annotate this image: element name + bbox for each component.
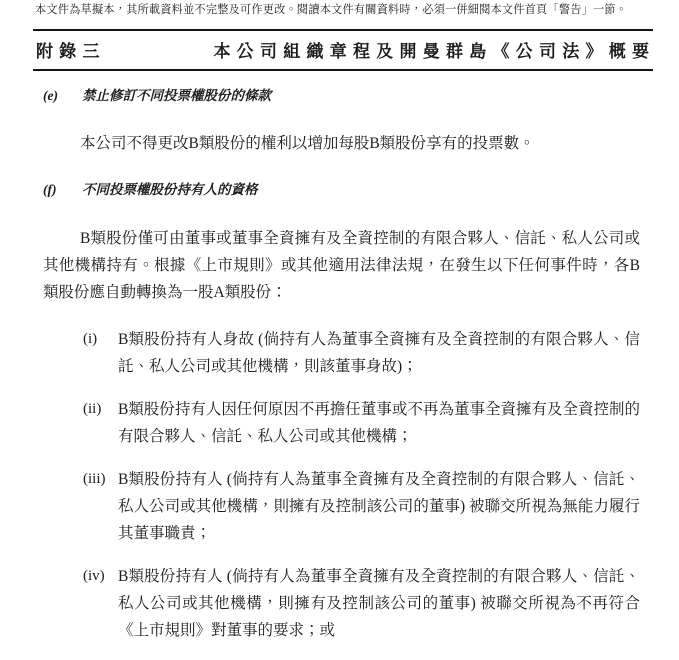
section-f-marker: (f) (43, 182, 57, 197)
list-item-text: B類股份持有人 (倘持有人為董事全資擁有及全資控制的有限合夥人、信託、私人公司或其他機構，則擁有及控制該公司的董事) 被聯交所視為無能力履行其董事職責； (118, 471, 640, 542)
section-e-heading (43, 87, 640, 104)
section-f-heading-text: 不同投票權股份持有人的資格 (82, 182, 258, 197)
section-e-paragraph: 本公司不得更改B類股份的權利以增加每股B類股份享有的投票數。 (80, 135, 535, 152)
page-title: 本 公 司 組 織 章 程 及 開 曼 群 島 《 公 司 法 》 概 要 (213, 42, 650, 61)
list-item-marker: (ii) (83, 401, 102, 417)
list-item-marker: (iii) (83, 471, 106, 487)
list-item-text: B類股份持有人身故 (倘持有人為董事全資擁有及全資控制的有限合夥人、信託、私人公司或其他機構，則該董事身故)； (118, 331, 640, 375)
section-e-heading-text: 禁止修訂不同投票權股份的條款 (82, 88, 271, 103)
list-item-text: B類股份持有人因任何原因不再擔任董事或不再為董事全資擁有及全資控制的有限合夥人、信託、私人公司或其他機構； (118, 401, 640, 445)
document-body (43, 87, 640, 660)
appendix-label: 附 錄 三 (36, 42, 101, 61)
list-item (83, 563, 640, 644)
list-item (83, 466, 640, 547)
draft-disclaimer: 本文件為草擬本，其所載資料並不完整及可作更改。閱讀本文件有關資料時，必須一併細閱本文件首頁「警告」一節。 (35, 4, 628, 16)
section-f-paragraph: B類股份僅可由董事或董事全資擁有及全資控制的有限合夥人、信託、私人公司或其他機構持有。根據《上市規則》或其他適用法律法規，在發生以下任何事件時，各B類股份應自動轉換為一股A類股份： (43, 230, 640, 301)
page-header (33, 29, 653, 71)
section-f-heading (43, 181, 640, 198)
list-item-text: B類股份持有人 (倘持有人為董事全資擁有及全資控制的有限合夥人、信託、私人公司或其他機構，則擁有及控制該公司的董事) 被聯交所視為不再符合《上市規則》對董事的要求；或 (118, 568, 640, 639)
list-item (83, 396, 640, 450)
list-item-marker: (iv) (83, 568, 105, 584)
section-e-marker: (e) (43, 88, 58, 103)
conversion-events-list (83, 326, 640, 644)
list-item-marker: (i) (83, 331, 98, 347)
list-item (83, 326, 640, 380)
